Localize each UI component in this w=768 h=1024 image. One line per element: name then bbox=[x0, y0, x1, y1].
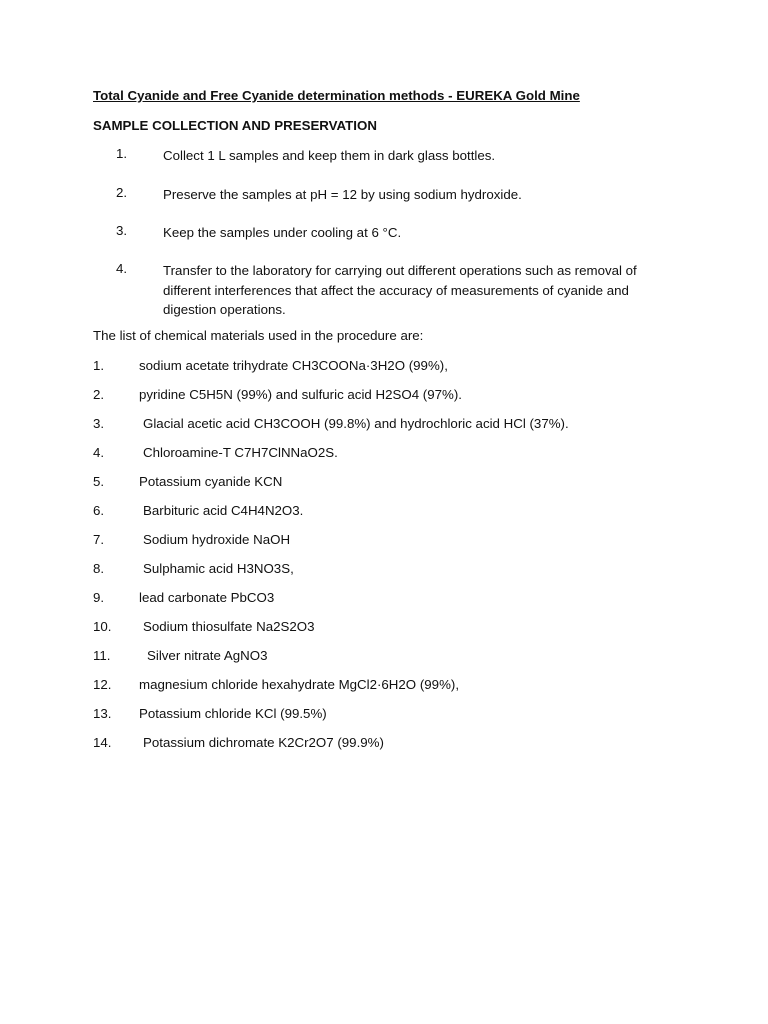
material-item bbox=[0, 706, 768, 726]
material-text: lead carbonate PbCO3 bbox=[139, 590, 275, 605]
material-number: 3. bbox=[93, 416, 105, 431]
material-number: 14. bbox=[93, 735, 112, 750]
material-number: 13. bbox=[93, 706, 112, 721]
material-text: Chloroamine-T C7H7ClNNaO2S. bbox=[143, 445, 338, 460]
materials-intro: The list of chemical materials used in the procedure are: bbox=[93, 328, 424, 343]
material-text: magnesium chloride hexahydrate MgCl2·6H2O (99%), bbox=[139, 677, 460, 692]
material-item bbox=[0, 590, 768, 610]
material-number: 12. bbox=[93, 677, 112, 692]
material-item bbox=[0, 648, 768, 668]
step-number: 2. bbox=[116, 185, 128, 200]
step-text: Preserve the samples at pH = 12 by using sodium hydroxide. bbox=[163, 187, 522, 202]
material-text: Sodium thiosulfate Na2S2O3 bbox=[143, 619, 315, 634]
material-number: 5. bbox=[93, 474, 105, 489]
material-text: Potassium cyanide KCN bbox=[139, 474, 283, 489]
material-item bbox=[0, 677, 768, 697]
material-item bbox=[0, 416, 768, 436]
material-number: 10. bbox=[93, 619, 112, 634]
material-text: Glacial acetic acid CH3COOH (99.8%) and hydrochloric acid HCl (37%). bbox=[143, 416, 569, 431]
material-number: 2. bbox=[93, 387, 105, 402]
material-item bbox=[0, 387, 768, 407]
material-text: pyridine C5H5N (99%) and sulfuric acid H2SO4 (97%). bbox=[139, 387, 462, 402]
step-number: 3. bbox=[116, 223, 128, 238]
step-text: Collect 1 L samples and keep them in dark glass bottles. bbox=[163, 148, 496, 163]
step-number: 1. bbox=[116, 146, 128, 161]
material-text: sodium acetate trihydrate CH3COONa·3H2O (99%), bbox=[139, 358, 448, 373]
material-item bbox=[0, 619, 768, 639]
material-text: Sodium hydroxide NaOH bbox=[143, 532, 291, 547]
material-item bbox=[0, 532, 768, 552]
material-number: 8. bbox=[93, 561, 105, 576]
material-number: 11. bbox=[93, 648, 111, 663]
section-heading: SAMPLE COLLECTION AND PRESERVATION bbox=[93, 118, 377, 133]
step-text: Transfer to the laboratory for carrying out different operations such as removal of different interferences that affect the accuracy of measurements of cyanide and digestion operations. bbox=[163, 263, 637, 317]
material-number: 4. bbox=[93, 445, 105, 460]
material-text: Potassium chloride KCl (99.5%) bbox=[139, 706, 327, 721]
material-item bbox=[0, 503, 768, 523]
material-text: Sulphamic acid H3NO3S, bbox=[143, 561, 294, 576]
material-number: 1. bbox=[93, 358, 105, 373]
material-number: 7. bbox=[93, 532, 105, 547]
material-number: 9. bbox=[93, 590, 105, 605]
material-text: Potassium dichromate K2Cr2O7 (99.9%) bbox=[143, 735, 384, 750]
material-text: Silver nitrate AgNO3 bbox=[147, 648, 268, 663]
material-item bbox=[0, 358, 768, 378]
material-text: Barbituric acid C4H4N2O3. bbox=[143, 503, 304, 518]
step-text: Keep the samples under cooling at 6 °C. bbox=[163, 225, 402, 240]
document-title: Total Cyanide and Free Cyanide determination methods - EUREKA Gold Mine bbox=[93, 88, 580, 103]
material-number: 6. bbox=[93, 503, 105, 518]
step-number: 4. bbox=[116, 261, 128, 276]
material-item bbox=[0, 735, 768, 755]
material-item bbox=[0, 445, 768, 465]
material-item bbox=[0, 474, 768, 494]
material-item bbox=[0, 561, 768, 581]
